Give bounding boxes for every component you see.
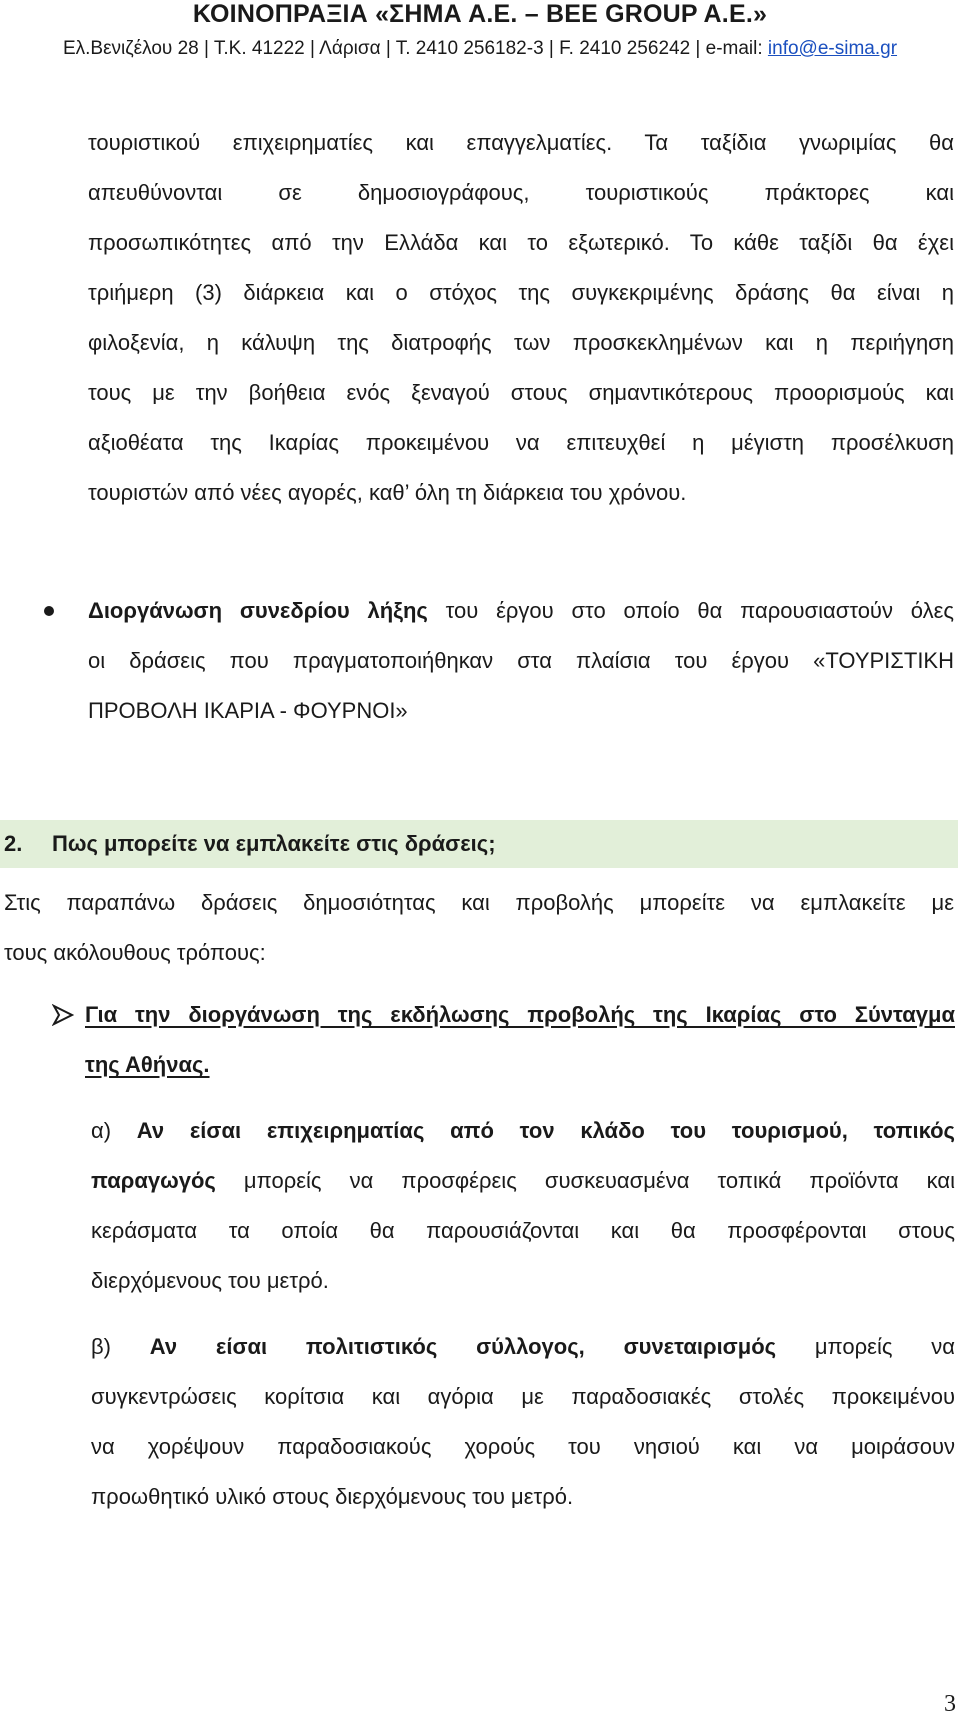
text-line: ΠΡΟΒΟΛΗ ΙΚΑΡΙΑ - ΦΟΥΡΝΟΙ» — [88, 698, 408, 723]
section-title: Πως μπορείτε να εμπλακείτε στις δράσεις; — [52, 831, 496, 856]
page-number: 3 — [944, 1691, 956, 1717]
text-line: συγκεντρώσεις κορίτσια και αγόρια με παραδοσιακές στολές προκειμένου — [91, 1384, 955, 1409]
text-line: φιλοξενία, η κάλυψη της διατροφής των προσκεκλημένων και η περιήγηση — [88, 330, 954, 355]
text-line: τουριστών από νέες αγορές, καθ’ όλη τη διάρκεια του χρόνου. — [88, 480, 687, 505]
sub-item-b — [91, 1322, 955, 1522]
letterhead — [0, 0, 960, 62]
bullet-text — [88, 586, 954, 736]
text-line: απευθύνονται σε δημοσιογράφους, τουριστικούς πράκτορες και — [88, 180, 954, 205]
section-number: 2. — [4, 831, 23, 856]
text-line — [91, 1156, 955, 1206]
company-title: ΚΟΙΝΟΠΡΑΞΙΑ «ΣΗΜΑ Α.Ε. – BEE GROUP A.E.» — [192, 0, 768, 28]
text-line — [91, 1106, 955, 1156]
text-line — [88, 586, 954, 636]
text-line: τουριστικού επιχειρηματίες και επαγγελματίες. Τα ταξίδια γνωριμίας θα — [88, 130, 954, 155]
text-line: αξιοθέατα της Ικαρίας προκειμένου να επιτευχθεί η μέγιστη προσέλκυση — [88, 430, 954, 455]
text-line: διερχόμενους του μετρό. — [91, 1268, 329, 1293]
arrow-bullet-icon — [52, 1004, 74, 1026]
text-line: της Αθήνας. — [85, 1052, 210, 1077]
bullet-line1-rest: του έργου στο οποίο θα παρουσιαστούν όλες — [427, 598, 954, 623]
item-b-rest: μπορείς να — [776, 1334, 955, 1359]
paragraph-study-trips — [88, 118, 954, 518]
section-heading — [0, 820, 958, 868]
arrow-item-text — [85, 990, 955, 1090]
bullet-dot-icon — [44, 606, 54, 616]
text-line — [91, 1322, 955, 1372]
company-contact — [0, 36, 960, 62]
text-line: κεράσματα τα οποία θα παρουσιάζονται και θα προσφέρονται στους — [91, 1218, 955, 1243]
text-line: τριήμερη (3) διάρκεια και ο στόχος της συγκεκριμένης δράσης θα είναι η — [88, 280, 954, 305]
text-line: τους ακόλουθους τρόπους: — [4, 940, 266, 965]
text-line: Στις παραπάνω δράσεις δημοσιότητας και προβολής μπορείτε να εμπλακείτε με — [4, 890, 954, 915]
item-b-bold: Αν είσαι πολιτιστικός σύλλογος, συνεταιρισμός — [149, 1334, 777, 1359]
paragraph-intro-ways — [4, 878, 954, 978]
text-line: να χορέψουν παραδοσιακούς χορούς του νησιού και να μοιράσουν — [91, 1434, 955, 1459]
item-a-bold: Αν είσαι επιχειρηματίας από τον κλάδο του τουρισμού, τοπικός — [136, 1118, 955, 1143]
email-link[interactable]: info@e-sima.gr — [767, 38, 898, 59]
text-line: προσωπικότητες από την Ελλάδα και το εξωτερικό. Το κάθε ταξίδι θα έχει — [88, 230, 954, 255]
item-b-prefix: β) — [91, 1334, 150, 1359]
item-a-bold-2: παραγωγός — [91, 1168, 216, 1193]
contact-details: Ελ.Βενιζέλου 28 | Τ.Κ. 41222 | Λάρισα | Τ. 2410 256182-3 | F. 2410 256242 | e-mail: — [62, 38, 768, 59]
text-line: τους με την βοήθεια ενός ξεναγού στους σημαντικότερους προορισμούς και — [88, 380, 954, 405]
text-line: οι δράσεις που πραγματοποιήθηκαν στα πλαίσια του έργου «ΤΟΥΡΙΣΤΙΚΗ — [88, 648, 954, 673]
text-line: προωθητικό υλικό στους διερχόμενους του μετρό. — [91, 1484, 574, 1509]
sub-item-a — [91, 1106, 955, 1306]
text-line: Για την διοργάνωση της εκδήλωσης προβολής της Ικαρίας στο Σύνταγμα — [85, 1002, 955, 1027]
bullet-bold-lead: Διοργάνωση συνεδρίου λήξης — [88, 598, 428, 623]
item-a-prefix: α) — [91, 1118, 137, 1143]
item-a-rest: μπορείς να προσφέρεις συσκευασμένα τοπικά προϊόντα και — [215, 1168, 955, 1193]
